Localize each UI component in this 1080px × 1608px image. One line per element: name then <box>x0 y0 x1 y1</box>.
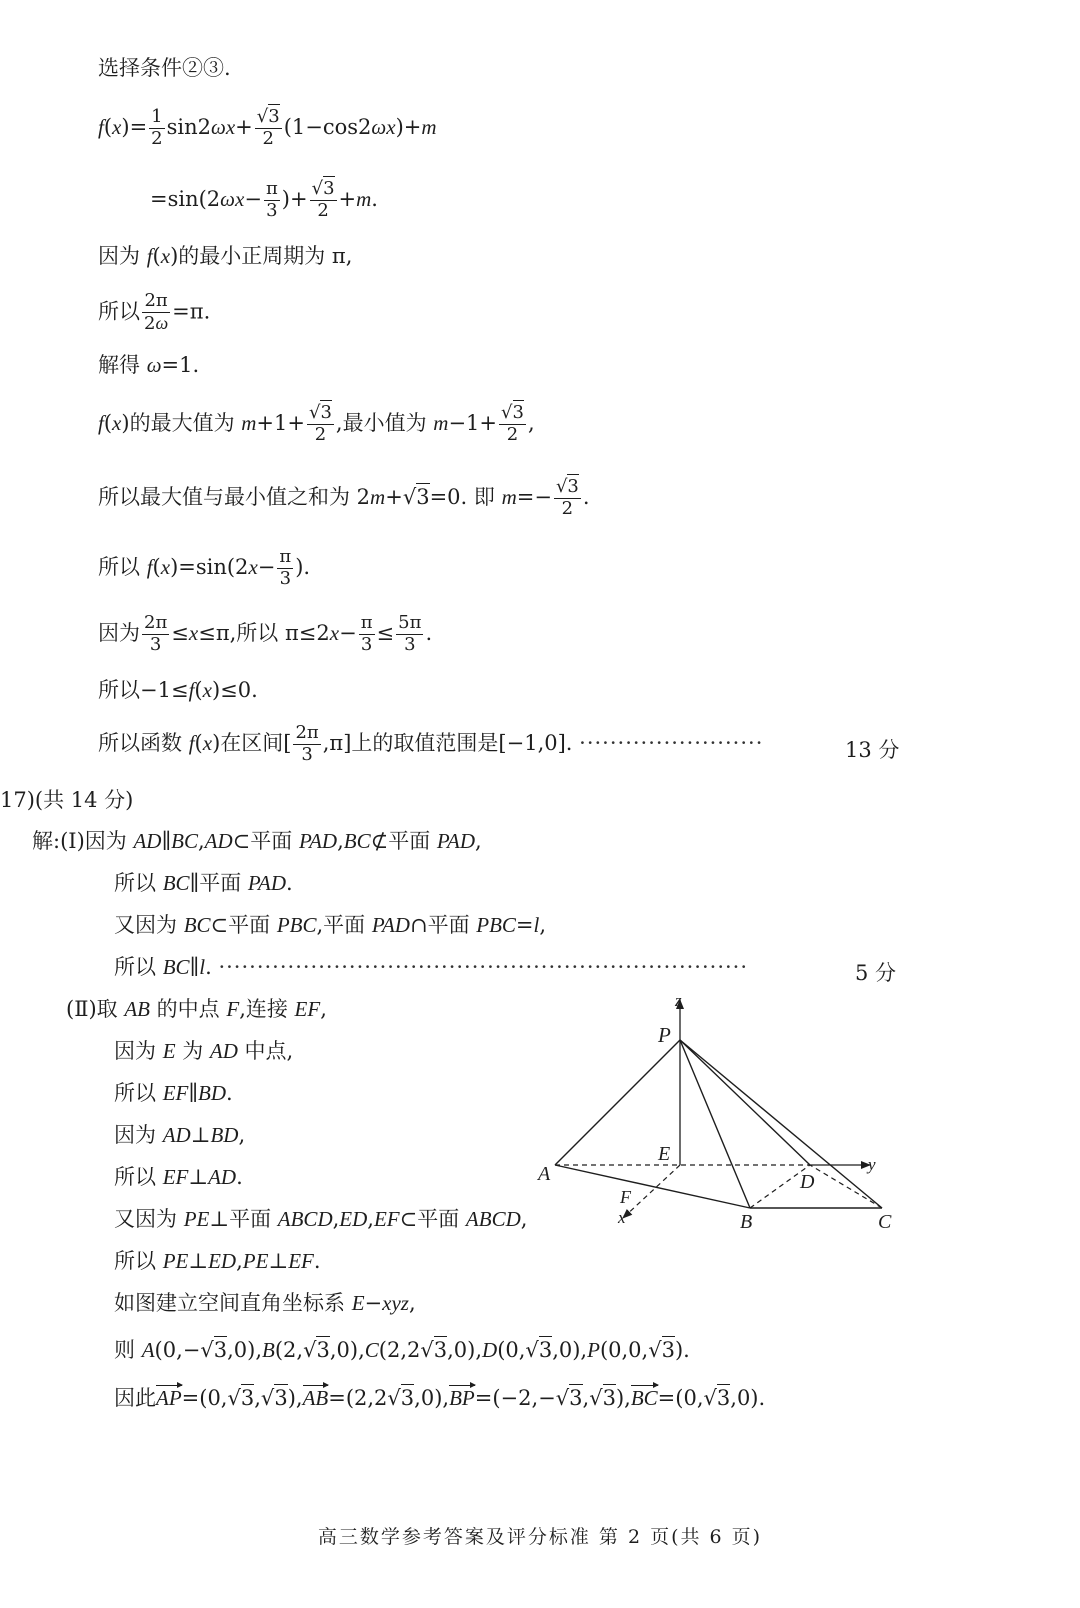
line-range-x: 因为 $\frac{2\pi}{3}$ ≤x≤π,所以 π≤2x− $\frac{\pi}{3}$ ≤ $\frac{5\pi}{3}$ . <box>98 612 433 655</box>
x-axis <box>623 1165 680 1218</box>
edge-PB <box>680 1040 750 1208</box>
line-solve-omega: 解得 ω=1. <box>98 353 200 377</box>
question-17-header: 17)(共 14 分) <box>0 788 134 812</box>
edge-AB <box>555 1165 750 1208</box>
label-B: B <box>740 1211 753 1233</box>
label-C: C <box>878 1211 892 1233</box>
edge-PC <box>680 1040 882 1208</box>
coords-line: 则 A(0,−√3,0),B(2,√3,0),C(2,2√3,0),D(0,√3,0),P(0,0,√3). <box>114 1338 690 1362</box>
label-F: F <box>620 1187 631 1207</box>
edge-PD <box>680 1040 810 1165</box>
p2-line-2: 因为 E 为 AD 中点, <box>114 1039 294 1063</box>
p1-line-4: 所以 BC∥l. ····································································· <box>114 955 749 979</box>
label-x: x <box>618 1208 626 1227</box>
p2-line-6: 又因为 PE⊥平面 ABCD,ED,EF⊂平面 ABCD, <box>114 1207 528 1231</box>
p2-line-8: 如图建立空间直角坐标系 E−xyz, <box>114 1291 416 1315</box>
p1-line-1: 解:(Ⅰ)因为 AD∥BC,AD⊂平面 PAD,BC⊄平面 PAD, <box>32 829 482 853</box>
label-z: z <box>675 991 682 1010</box>
line-conclusion: 所以函数 f(x)在区间[ $\frac{2\pi}{3}$ ,π]上的取值范围是[−1,0]. ························ <box>98 722 764 765</box>
line-so-period: 所以 $\frac{2\pi}{2\omega}$ =π. <box>98 290 211 334</box>
p2-line-3: 所以 EF∥BD. <box>114 1081 233 1105</box>
p2-line-7: 所以 PE⊥ED,PE⊥EF. <box>114 1249 321 1273</box>
label-D: D <box>800 1171 815 1193</box>
pyramid-figure <box>520 990 920 1240</box>
line-f-final: 所以 f(x)=sin(2x− $\frac{\pi}{3}$ ). <box>98 546 311 589</box>
line-sum: 所以最大值与最小值之和为 2m+√3=0. 即 m=− $\frac{√3}{2}$ . <box>98 476 590 519</box>
p1-line-3: 又因为 BC⊂平面 PBC,平面 PAD∩平面 PBC=l, <box>114 913 547 937</box>
line-period: 因为 f(x)的最小正周期为 π, <box>98 244 353 268</box>
line-max-min: f(x)的最大值为 m+1+ $\frac{√3}{2}$ ,最小值为 m−1+ $\frac{√3}{2}$ , <box>98 402 535 445</box>
formula-f-simplified: =sin(2ωx− $\frac{\pi}{3}$ )+ $\frac{√3}{2}$ +m. <box>150 178 378 221</box>
p2-line-5: 所以 EF⊥AD. <box>114 1165 243 1189</box>
label-E: E <box>658 1143 671 1165</box>
page-footer: 高三数学参考答案及评分标准 第 2 页(共 6 页) <box>317 1526 763 1548</box>
label-P: P <box>658 1023 671 1047</box>
label-y: y <box>868 1155 876 1174</box>
p2-line-4: 因为 AD⊥BD, <box>114 1123 246 1147</box>
score-5: 5 分 <box>855 961 897 985</box>
vectors-line: 因此AP=(0,√3,√3),AB=(2,2√3,0),BP=(−2,−√3,√3),BC=(0,√3,0). <box>114 1386 766 1410</box>
p1-line-2: 所以 BC∥平面 PAD. <box>114 871 293 895</box>
formula-f-expand: f(x)= $\frac{1}{2}$ sin2ωx+ $\frac{√3}{2}$ (1−cos2ωx)+m <box>98 106 437 149</box>
score-13: 13 分 <box>845 738 900 762</box>
line-choose: 选择条件②③. <box>98 56 231 80</box>
p2-line-1: (Ⅱ)取 AB 的中点 F,连接 EF, <box>66 997 327 1021</box>
line-range-f: 所以−1≤f(x)≤0. <box>98 678 258 702</box>
label-A: A <box>538 1163 551 1185</box>
